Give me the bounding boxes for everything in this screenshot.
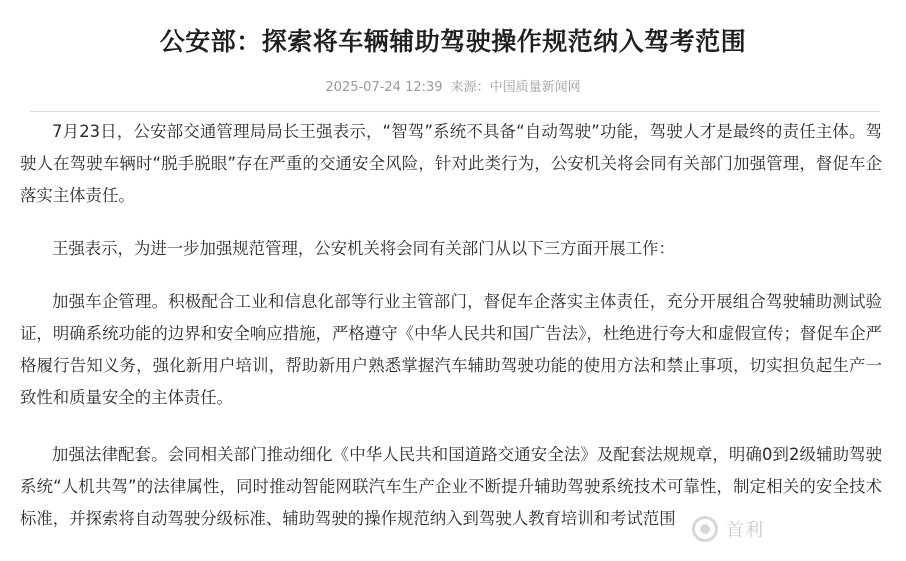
article-title: 公安部：探索将车辆辅助驾驶操作规范纳入驾考范围 [159,27,747,56]
paragraph-legal-support: 加强法律配套。会同相关部门推动细化《中华人民共和国道路交通安全法》及配套法规规章，明确0到2级辅助驾驶系统“人机共驾”的法律属性，同时推动智能网联汽车生产企业不断提升辅助驾驶系统技术可靠性，制定相关的安全技术标准，并探索将自动驾驶分级标准、辅助驾驶的操作规范纳入到驾驶人教育培训和考试范围 [20,445,882,528]
circular-logo-icon [692,516,718,542]
publish-datetime: 2025-07-24 12:39 [325,80,443,95]
article-meta [0,76,906,95]
article-source: 来源：中国质量新闻网 [450,80,581,95]
watermark-text: 首利 [726,520,764,541]
paragraph-summary: 王强表示，为进一步加强规范管理，公安机关将会同有关部门从以下三方面开展工作： [52,239,675,258]
paragraph-enterprise-management: 加强车企管理。积极配合工业和信息化部等行业主管部门，督促车企落实主体责任，充分开展组合驾驶辅助测试验证，明确系统功能的边界和安全响应措施，严格遵守《中华人民共和国广告法》，杜绝进行夸大和虚假宣传；督促车企严格履行告知义务，强化新用户培训，帮助新用户熟悉掌握汽车辅助驾驶功能的使用方法和禁止事项，切实担负起生产一致性和质量安全的主体责任。 [20,292,882,407]
title-divider [30,111,880,112]
paragraph-intro: 7月23日，公安部交通管理局局长王强表示，“智驾”系统不具备“自动驾驶”功能，驾驶人才是最终的责任主体。驾驶人在驾驶车辆时“脱手脱眼”存在严重的交通安全风险，针对此类行为，公安机关将会同有关部门加强管理，督促车企落实主体责任。 [20,122,882,205]
watermark [684,509,774,549]
